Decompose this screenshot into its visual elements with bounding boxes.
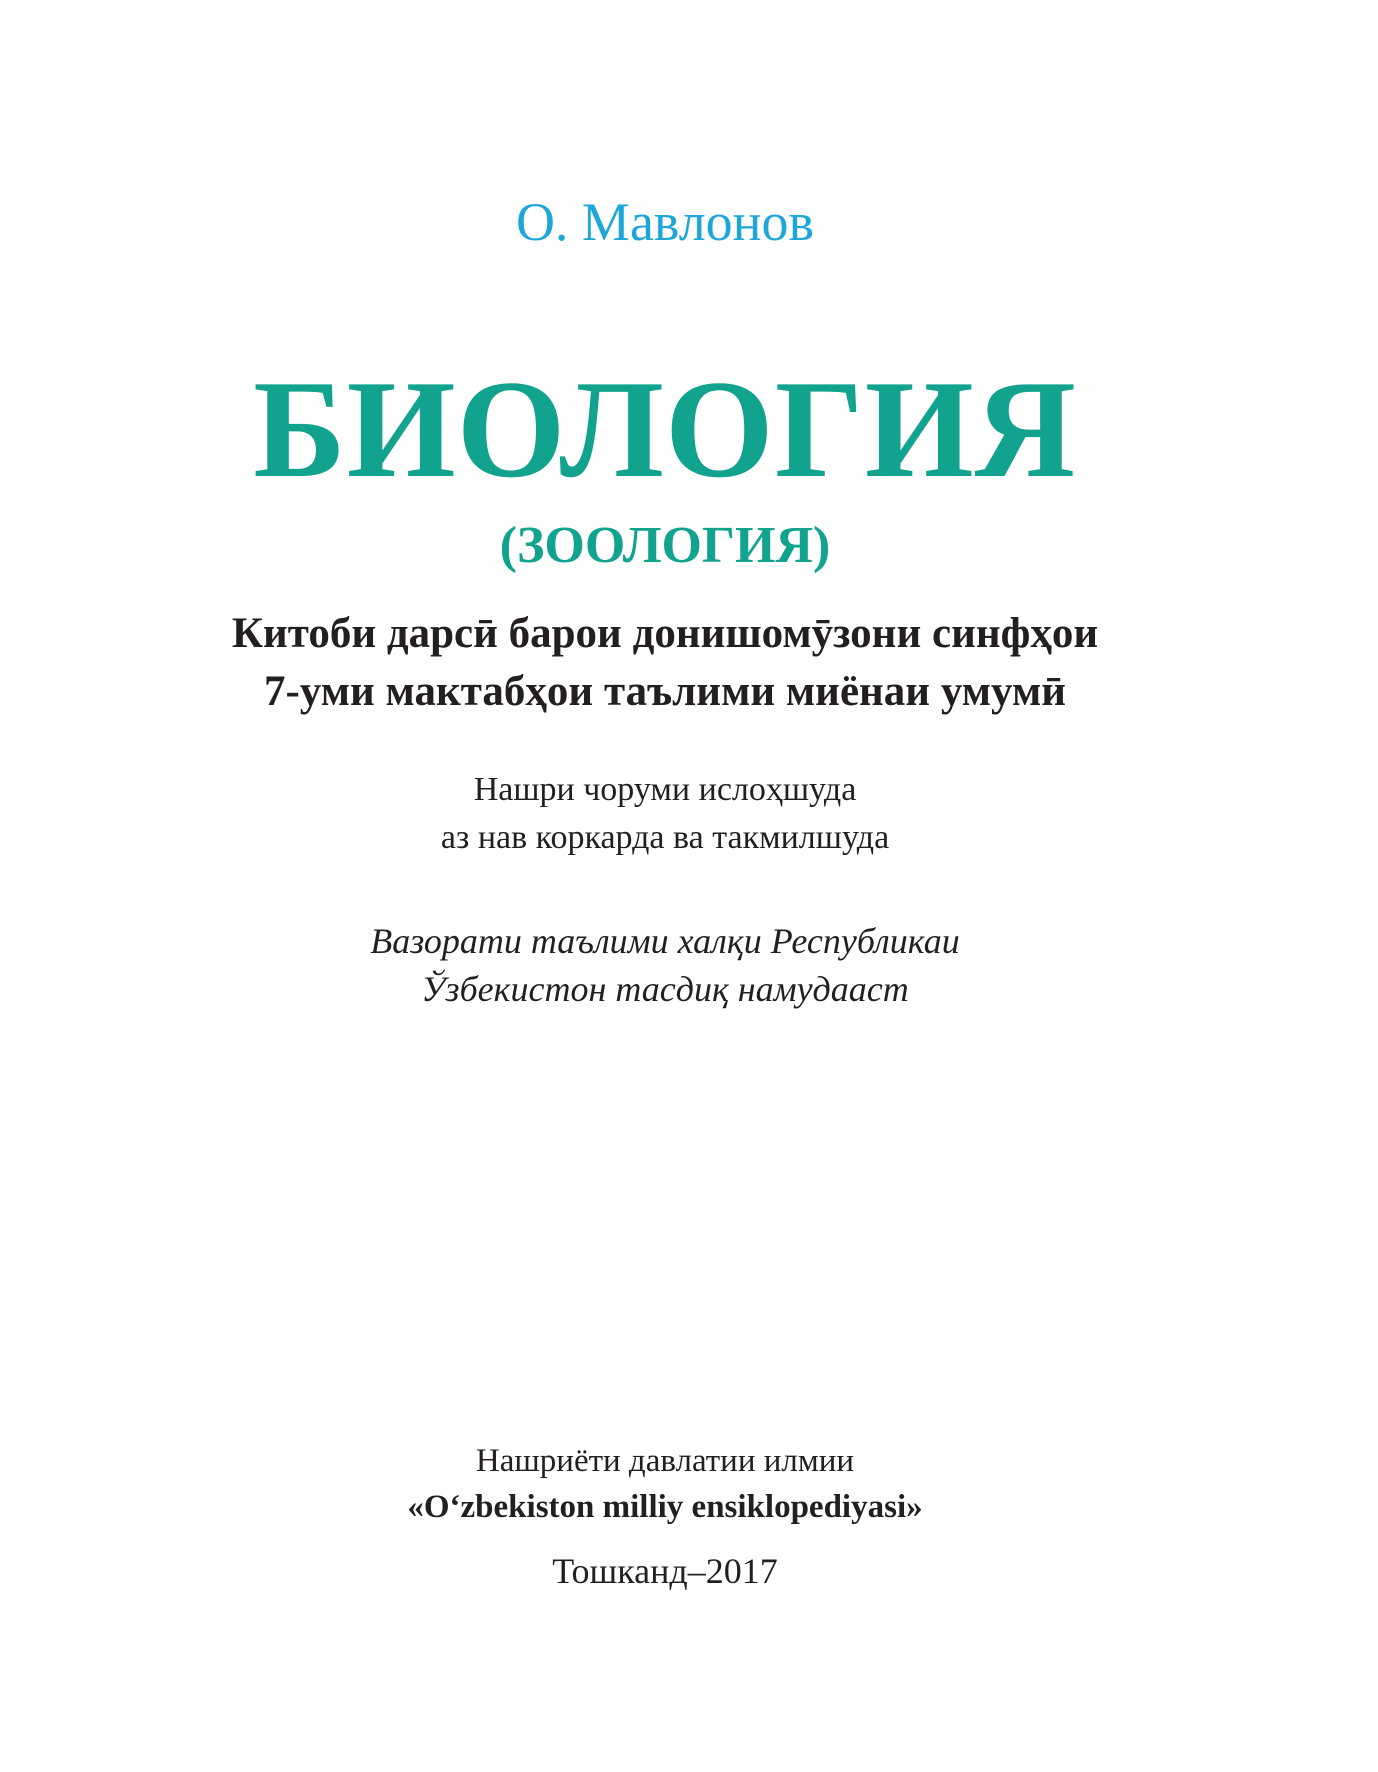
city-year: Тошканд–2017 <box>552 1551 778 1591</box>
approval-line-1: Вазорати таълими халқи Республикаи <box>370 921 960 961</box>
author-name: О. Мавлонов <box>515 192 815 252</box>
publisher-name: «O‘zbekiston milliy ensiklopediyasi» <box>407 1489 923 1525</box>
book-title: БИОЛОГИЯ <box>253 352 1077 507</box>
book-subtitle: (ЗООЛОГИЯ) <box>499 517 831 574</box>
edition-line-1: Нашри чоруми ислоҳшуда <box>473 771 857 808</box>
purpose-line-1: Китоби дарсӣ барои донишомӯзони синфҳои <box>231 610 1099 657</box>
edition-line-2: аз нав коркарда ва такмилшуда <box>440 819 890 856</box>
publisher-line-1: Нашриёти давлатии илмии <box>475 1443 855 1479</box>
purpose-line-2: 7-уми мактабҳои таълими миёнаи умумӣ <box>263 668 1067 715</box>
approval-line-2: Ўзбекистон тасдиқ намудааст <box>421 969 909 1009</box>
